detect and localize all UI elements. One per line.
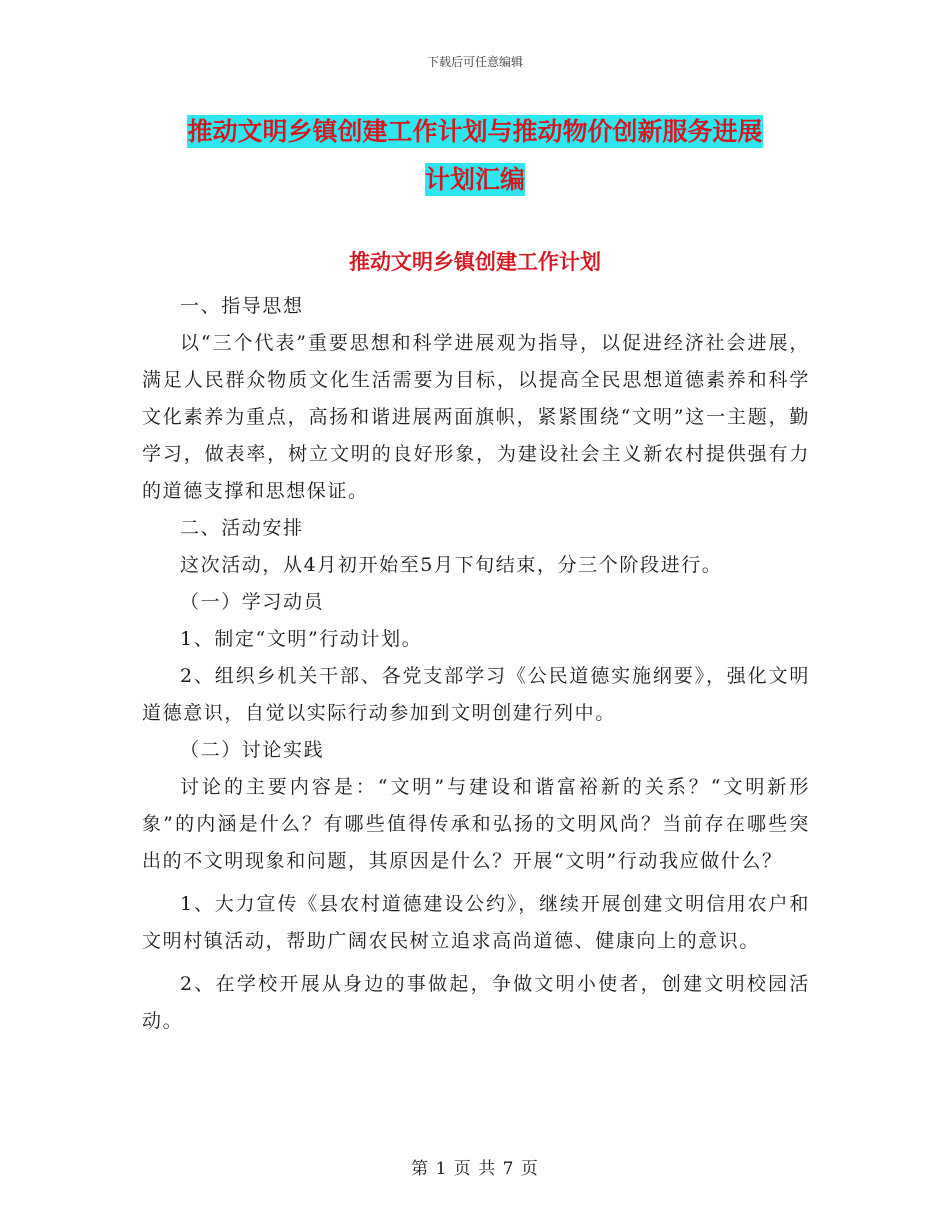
heading-guiding-ideology: 一、指导思想: [180, 295, 304, 317]
document-title: [140, 108, 810, 204]
page-footer: 第 1 页 共 7 页: [411, 1159, 539, 1179]
paragraph-activity-schedule: 这次活动，从4月初开始至5月下旬结束，分三个阶段进行。: [180, 554, 723, 576]
heading-activity-arrangement: 二、活动安排: [180, 517, 304, 539]
section-title: 推动文明乡镇创建工作计划: [349, 250, 601, 274]
header-note: 下载后可任意编辑: [426, 55, 523, 69]
document-title-line-1: 推动文明乡镇创建工作计划与推动物价创新服务进展: [187, 117, 763, 146]
document-body: [142, 288, 810, 1040]
paragraph-guiding-ideology: 以“三个代表”重要思想和科学进展观为指导，以促进经济社会进展，满足人民群众物质文化生活需要为目标，以提高全民思想道德素养和科学文化素养为重点，高扬和谐进展两面旗帜，紧紧围绕“文明”这一主题，勤学习，做表率，树立文明的良好形象，为建设社会主义新农村提供强有力的道德支撑和思想保证。: [142, 332, 810, 502]
subheading-study-mobilization: （一）学习动员: [180, 591, 325, 613]
paragraph-discussion-content: 讨论的主要内容是：“文明”与建设和谐富裕新的关系？“文明新形象”的内涵是什么？有哪些值得传承和弘扬的文明风尚？当前存在哪些突出的不文明现象和问题，其原因是什么？开展“文明”行动我应做什么？: [142, 776, 810, 872]
subheading-discussion-practice: （二）讨论实践: [180, 739, 325, 761]
list-item-1: 1、制定“文明”行动计划。: [180, 628, 423, 650]
document-title-line-2: 计划汇编: [424, 165, 525, 194]
list-item-2: 2、组织乡机关干部、各党支部学习《公民道德实施纲要》，强化文明道德意识，自觉以实际行动参加到文明创建行列中。: [142, 665, 810, 724]
list-item-4: 2、在学校开展从身边的事做起，争做文明小使者，创建文明校园活动。: [142, 973, 810, 1032]
list-item-3: 1、大力宣传《县农村道德建设公约》，继续开展创建文明信用农户和文明村镇活动，帮助广阔农民树立追求高尚道德、健康向上的意识。: [142, 893, 810, 952]
